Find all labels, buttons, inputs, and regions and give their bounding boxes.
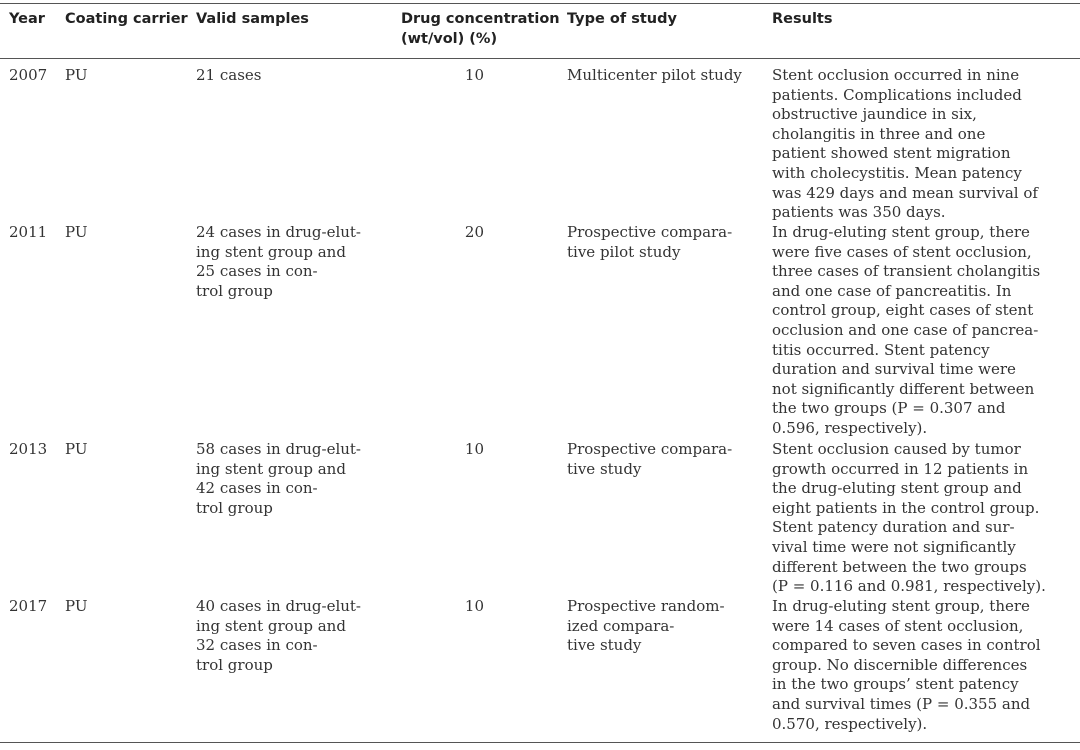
- results-line: patients was 350 days.: [772, 203, 946, 222]
- valid-samples-line: 58 cases in drug-elut-: [196, 440, 361, 458]
- valid-samples-line: 24 cases in drug-elut-: [196, 223, 361, 241]
- results-line: In drug-eluting stent group, there: [772, 597, 1030, 615]
- results-line: in the two groups’ stent patency: [772, 675, 1019, 694]
- valid-samples-line: 32 cases in con-: [196, 636, 318, 655]
- cell-valid-samples: [196, 597, 413, 675]
- results-line: growth occurred in 12 patients in: [772, 459, 1029, 478]
- results-line: In drug-eluting stent group, there: [772, 223, 1030, 241]
- valid-samples-line: trol group: [196, 655, 273, 674]
- results-line: with cholecystitis. Mean patency: [772, 163, 1022, 182]
- cell-valid-samples: [196, 66, 413, 86]
- cell-results: [772, 66, 1080, 223]
- cell-results: [772, 440, 1080, 597]
- cell-valid-samples: [196, 440, 413, 518]
- results-line: the two groups (P = 0.307 and: [772, 399, 1006, 418]
- cell-coating-carrier: PU: [65, 440, 88, 458]
- valid-samples-line: 40 cases in drug-elut-: [196, 597, 361, 615]
- header-drug-concentration-line1: Drug concentration: [401, 11, 560, 27]
- results-line: Stent patency duration and sur-: [772, 518, 1015, 537]
- results-line: vival time were not significantly: [772, 537, 1016, 556]
- type-of-study-line: tive pilot study: [567, 242, 681, 261]
- results-line: were 14 cases of stent occlusion,: [772, 616, 1024, 635]
- header-coating-carrier: Coating carrier: [65, 11, 188, 27]
- results-line: not significantly different between: [772, 379, 1035, 398]
- cell-valid-samples: [196, 223, 413, 301]
- valid-samples-line: 21 cases: [196, 66, 262, 84]
- valid-samples-line: ing stent group and: [196, 459, 346, 478]
- results-line: different between the two groups: [772, 557, 1027, 576]
- results-line: control group, eight cases of stent: [772, 301, 1034, 320]
- results-line: the drug-eluting stent group and: [772, 479, 1022, 498]
- cell-drug-concentration: 10: [464, 597, 484, 615]
- valid-samples-line: 25 cases in con-: [196, 262, 318, 281]
- cell-type-of-study: [567, 440, 784, 479]
- header-year: Year: [9, 11, 45, 27]
- type-of-study-line: Prospective random-: [567, 597, 725, 615]
- results-line: occlusion and one case of pancrea-: [772, 320, 1039, 339]
- results-line: obstructive jaundice in six,: [772, 105, 977, 124]
- cell-type-of-study: [567, 66, 784, 86]
- results-line: titis occurred. Stent patency: [772, 340, 990, 359]
- results-line: cholangitis in three and one: [772, 124, 986, 143]
- cell-drug-concentration: 10: [464, 66, 484, 84]
- cell-coating-carrier: PU: [65, 223, 88, 241]
- valid-samples-line: trol group: [196, 281, 273, 300]
- type-of-study-line: tive study: [567, 459, 642, 478]
- results-line: Stent occlusion occurred in nine: [772, 66, 1020, 84]
- type-of-study-line: Prospective compara-: [567, 440, 733, 458]
- results-line: was 429 days and mean survival of: [772, 183, 1038, 202]
- results-line: eight patients in the control group.: [772, 498, 1040, 517]
- cell-results: [772, 597, 1080, 734]
- results-line: Stent occlusion caused by tumor: [772, 440, 1021, 458]
- results-line: 0.596, respectively).: [772, 418, 928, 437]
- results-line: and survival times (P = 0.355 and: [772, 694, 1031, 713]
- results-line: were five cases of stent occlusion,: [772, 242, 1032, 261]
- results-line: compared to seven cases in control: [772, 636, 1041, 655]
- results-line: duration and survival time were: [772, 360, 1016, 379]
- cell-type-of-study: [567, 223, 784, 262]
- cell-year: 2007: [9, 66, 48, 84]
- results-line: patient showed stent migration: [772, 144, 1011, 163]
- valid-samples-line: ing stent group and: [196, 616, 346, 635]
- results-line: (P = 0.116 and 0.981, respectively).: [772, 577, 1046, 596]
- table-bottom-rule: [0, 742, 1080, 743]
- header-type-of-study: Type of study: [567, 11, 677, 27]
- valid-samples-line: trol group: [196, 498, 273, 517]
- results-line: 0.570, respectively).: [772, 714, 928, 733]
- cell-drug-concentration: 10: [464, 440, 484, 458]
- type-of-study-line: tive study: [567, 636, 642, 655]
- cell-coating-carrier: PU: [65, 66, 88, 84]
- results-line: group. No discernible differences: [772, 655, 1028, 674]
- cell-results: [772, 223, 1080, 439]
- type-of-study-line: Prospective compara-: [567, 223, 733, 241]
- cell-year: 2011: [9, 223, 48, 241]
- header-bottom-rule: [0, 58, 1080, 59]
- results-line: patients. Complications included: [772, 85, 1022, 104]
- cell-coating-carrier: PU: [65, 597, 88, 615]
- cell-year: 2017: [9, 597, 48, 615]
- results-line: three cases of transient cholangitis: [772, 262, 1041, 281]
- valid-samples-line: ing stent group and: [196, 242, 346, 261]
- header-valid-samples: Valid samples: [196, 11, 309, 27]
- table-top-rule: [0, 3, 1080, 4]
- header-drug-concentration: [401, 9, 560, 49]
- results-line: and one case of pancreatitis. In: [772, 281, 1012, 300]
- type-of-study-line: Multicenter pilot study: [567, 66, 742, 84]
- valid-samples-line: 42 cases in con-: [196, 479, 318, 498]
- cell-type-of-study: [567, 597, 784, 656]
- cell-year: 2013: [9, 440, 48, 458]
- type-of-study-line: ized compara-: [567, 616, 675, 635]
- header-drug-concentration-line2: (wt/vol) (%): [401, 31, 498, 47]
- cell-drug-concentration: 20: [464, 223, 484, 241]
- header-results: Results: [772, 11, 833, 27]
